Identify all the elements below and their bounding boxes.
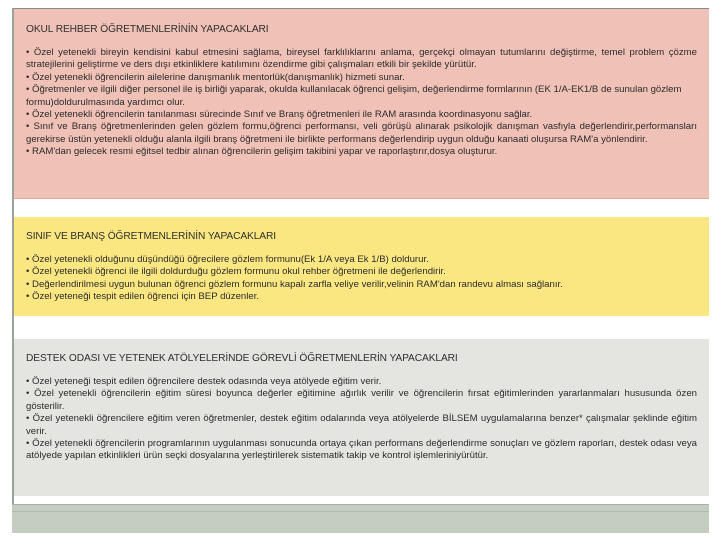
section-list xyxy=(26,254,697,304)
list-item: • Özel yetenekli öğrencilerin programlarının uygulanması sonucunda ortaya çıkan performans değerlendirme sonuçları ve gözlem raporları, destek odası veya atölyede yapılan etkinlikleri ürün seçki dosyalarına yerleştirilerek sistematik takip ve kontrol işlemleriniyürütür. xyxy=(26,438,697,462)
list-item: • Özel yetenekli öğrencilerin ailelerine danışmanlık mentorlük(danışmanlık) hizmeti sunar. xyxy=(26,71,405,83)
list-item: • Özel yeteneği tespit edilen öğrenci için BEP düzenler. xyxy=(26,291,260,303)
bottom-border-band xyxy=(12,504,709,533)
list-item: • Özel yeteneği tespit edilen öğrencilere destek odasında veya atölyede eğitim verir. xyxy=(26,376,382,387)
section-title: OKUL REHBER ÖĞRETMENLERİNİN YAPACAKLARI xyxy=(26,24,269,35)
list-item: • Özel yetenekli öğrencilerin tanılanması sürecinde Sınıf ve Branş öğretmenleri ile RAM arasında koordinasyonu sağlar. xyxy=(26,109,533,121)
section-title: SINIF VE BRANŞ ÖĞRETMENLERİNİN YAPACAKLARI xyxy=(26,231,276,242)
list-item: • Öğretmenler ve ilgili diğer personel ile iş birliği yaparak, okulda kullanılacak öğrenci gelişim, değerlendirme formlarının (EK 1/A-EK1/B de sunulan gözlem formu)doldurulmasında yardımcı olur. xyxy=(26,84,682,108)
section-support-room-teachers xyxy=(14,339,709,496)
list-item: • Özel yetenekli bireyin kendisini kabul etmesini sağlama, bireysel farklılıklarını anlama, gerçekçi olmayan tutumlarını değiştirme, temel problem çözme stratejilerini geliştirme ve ders dışı etkinliklere katılımını özendirme gibi çalışmaları etkili bir şekilde yürütür. xyxy=(26,47,697,71)
section-class-branch-teachers xyxy=(14,217,709,316)
list-item: • Sınıf ve Branş öğretmenlerinden gelen gözlem formu,öğrenci performansı, veli görüşü alınarak psikolojik danışman vasfıyla değerlendirir,performansları gerekirse üstün yetenekli olduğu alanla ilgili branş öğretmeni ile birlikte performans değerlendirip uygun olduğu kanaati oluşursa RAM'a yönlendirir. xyxy=(26,121,697,145)
section-title: DESTEK ODASI VE YETENEK ATÖLYELERİNDE GÖREVLİ ÖĞRETMENLERİN YAPACAKLARI xyxy=(26,353,458,364)
list-item: • Özel yetenekli olduğunu düşündüğü öğrecilere gözlem formunu(Ek 1/A veya Ek 1/B) doldurur. xyxy=(26,254,429,265)
list-item: • Özel yetenekli öğrenci ile ilgili doldurduğu gözlem formunu okul rehber öğretmeni ile değerlendirir. xyxy=(26,266,446,278)
list-item: • RAM'dan gelecek resmi eğitsel tedbir alınan öğrencilerin gelişim takibini yapar ve raporlaştırır,dosya oluşturur. xyxy=(26,146,498,158)
section-list xyxy=(26,47,697,159)
list-item: • Özel yetenekli öğrencilerin eğitim süresi boyunca değerler eğitimine ağırlık verilir ve öğrencilerin fırsat eğitimlerinden yararlanmaları hususunda özen gösterilir. xyxy=(26,388,697,412)
list-item: • Değerlendirilmesi uygun bulunan öğrenci gözlem formunu kapalı zarfla veliye verilir,velinin RAM'dan randevu alması sağlanır. xyxy=(26,278,563,290)
section-list xyxy=(26,376,697,463)
section-school-counselors xyxy=(14,9,709,199)
list-item: • Özel yetenekli öğrencilere eğitim veren öğretmenler, destek eğitim odalarında veya atölyelerde BİLSEM uygulamalarına benzer* çalışmalar şeklinde eğitim verir. xyxy=(26,413,697,437)
